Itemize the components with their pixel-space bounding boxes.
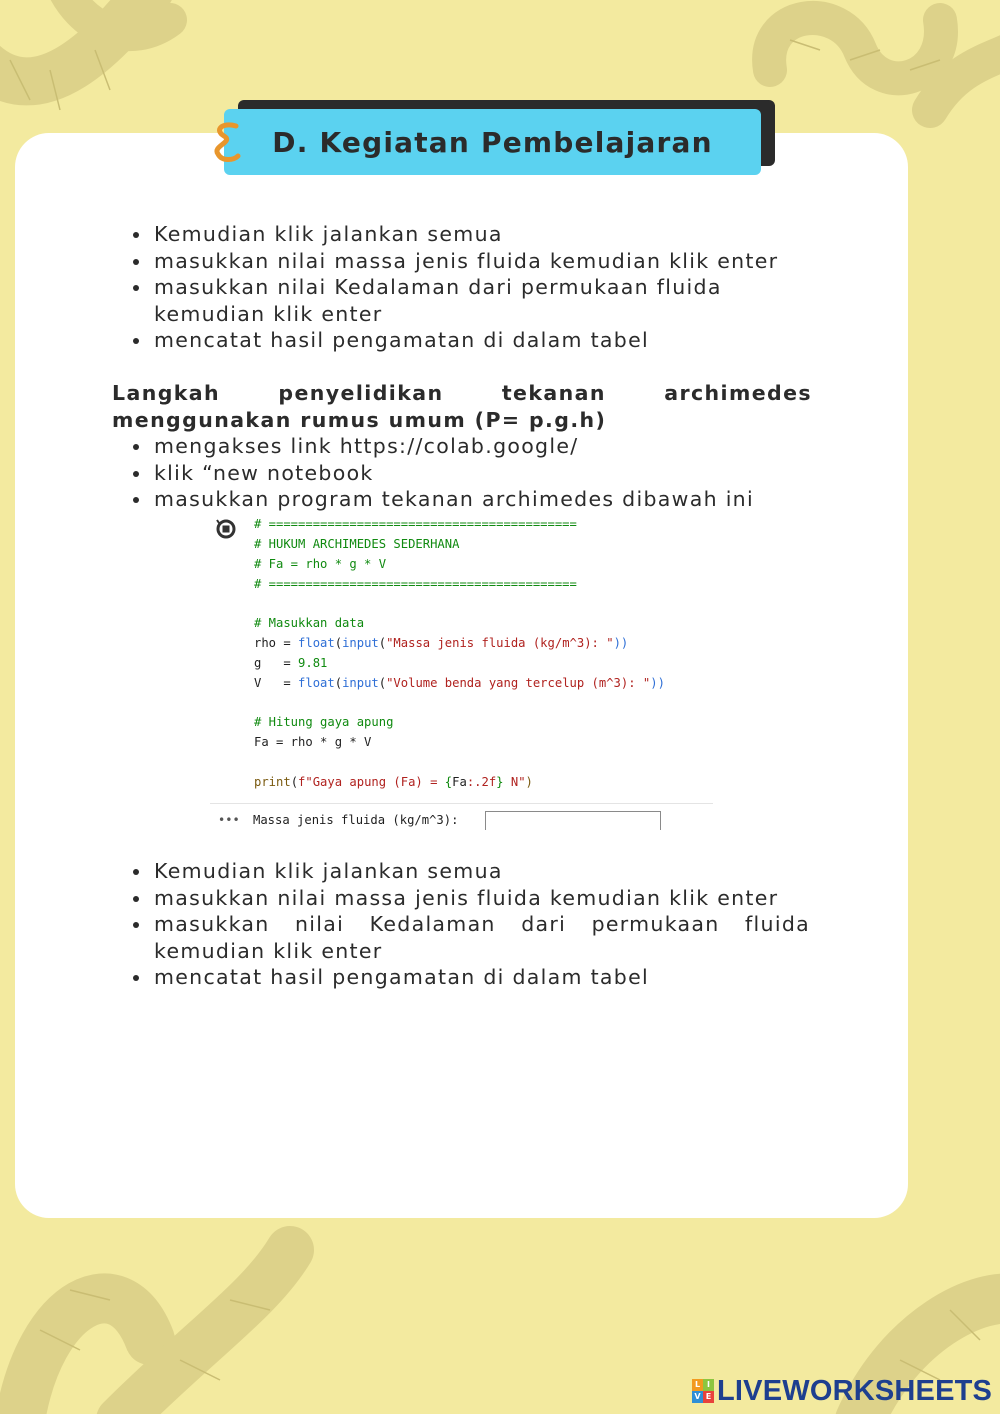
list-item: • klik “new notebook	[152, 460, 780, 487]
title-banner	[224, 109, 761, 175]
output-divider	[210, 803, 713, 804]
code-token: V =	[254, 675, 299, 690]
output-input-field[interactable]	[485, 811, 661, 830]
brand-name: LIVEWORKSHEETS	[717, 1374, 993, 1407]
code-token: g =	[254, 655, 299, 670]
code-token: (	[378, 675, 387, 690]
code-token: 9.81	[298, 655, 328, 670]
code-token: N"	[503, 774, 526, 789]
code-line-10: Fa = rho * g * V	[254, 735, 372, 750]
liveworksheets-brand[interactable]	[692, 1373, 992, 1409]
list-item: • Kemudian klik jalankan semua	[152, 221, 780, 248]
page-title: D. Kegiatan Pembelajaran	[272, 125, 713, 159]
code-token: (	[378, 636, 387, 651]
list-item: • masukkan nilai massa jenis fluida kemudian klik enter	[152, 248, 780, 275]
logo-letter: I	[703, 1379, 714, 1391]
code-token: ))	[650, 675, 665, 690]
code-token: (	[290, 774, 299, 789]
code-line-2: # HUKUM ARCHIMEDES SEDERHANA	[254, 536, 460, 551]
instruction-list-bottom	[112, 858, 810, 991]
code-token: float	[298, 675, 335, 690]
list-item: • masukkan nilai Kedalaman dari permukaan fluida kemudian klik enter	[152, 911, 810, 964]
list-item: • mencatat hasil pengamatan di dalam tabel	[152, 327, 780, 354]
list-item: • Kemudian klik jalankan semua	[152, 858, 810, 885]
run-cell-icon[interactable]	[214, 517, 236, 539]
hook-icon	[208, 120, 248, 166]
code-line-4: # ==========================================	[254, 576, 577, 591]
code-line-9: # Hitung gaya apung	[254, 715, 394, 730]
code-token: input	[342, 675, 379, 690]
code-token: (	[334, 675, 343, 690]
code-line-3: # Fa = rho * g * V	[254, 556, 387, 571]
code-token: }	[496, 774, 504, 789]
list-item: • mencatat hasil pengamatan di dalam tabel	[152, 964, 810, 991]
liveworksheets-logo-icon	[692, 1379, 714, 1403]
colab-code-cell	[210, 515, 715, 835]
section-heading: Langkah penyelidikan tekanan archimedes menggunakan rumus umum (P= p.g.h)	[112, 381, 812, 432]
logo-letter: E	[703, 1391, 714, 1403]
code-token: (	[334, 636, 343, 651]
list-item: • masukkan nilai massa jenis fluida kemudian klik enter	[152, 885, 810, 912]
code-token: float	[298, 636, 335, 651]
code-token: print	[254, 774, 291, 789]
code-token: {	[444, 774, 453, 789]
code-line-5: # Masukkan data	[254, 616, 365, 631]
code-token: "Massa jenis fluida (kg/m^3): "	[386, 636, 614, 651]
list-item: • mengakses link https://colab.google/	[152, 433, 780, 460]
code-token: :.2f	[466, 774, 497, 789]
list-item: • masukkan program tekanan archimedes dibawah ini	[152, 486, 780, 513]
code-line-1: # ==========================================	[254, 517, 577, 531]
code-token: ))	[613, 636, 629, 651]
code-token: "Volume benda yang tercelup (m^3): "	[386, 675, 651, 690]
code-token: Fa	[452, 774, 467, 789]
code-token: )	[525, 774, 533, 789]
code-token: rho =	[254, 636, 299, 651]
logo-letter: V	[692, 1391, 703, 1403]
output-menu-icon[interactable]: •••	[218, 813, 240, 827]
code-token: input	[342, 636, 379, 651]
steps-list	[112, 433, 780, 513]
output-prompt: Massa jenis fluida (kg/m^3):	[253, 813, 459, 827]
logo-letter: L	[692, 1379, 703, 1391]
code-block[interactable]	[254, 515, 665, 793]
instruction-list-top	[112, 221, 780, 354]
list-item: • masukkan nilai Kedalaman dari permukaan fluida kemudian klik enter	[152, 274, 780, 327]
code-token: f"Gaya apung (Fa) =	[298, 774, 445, 789]
